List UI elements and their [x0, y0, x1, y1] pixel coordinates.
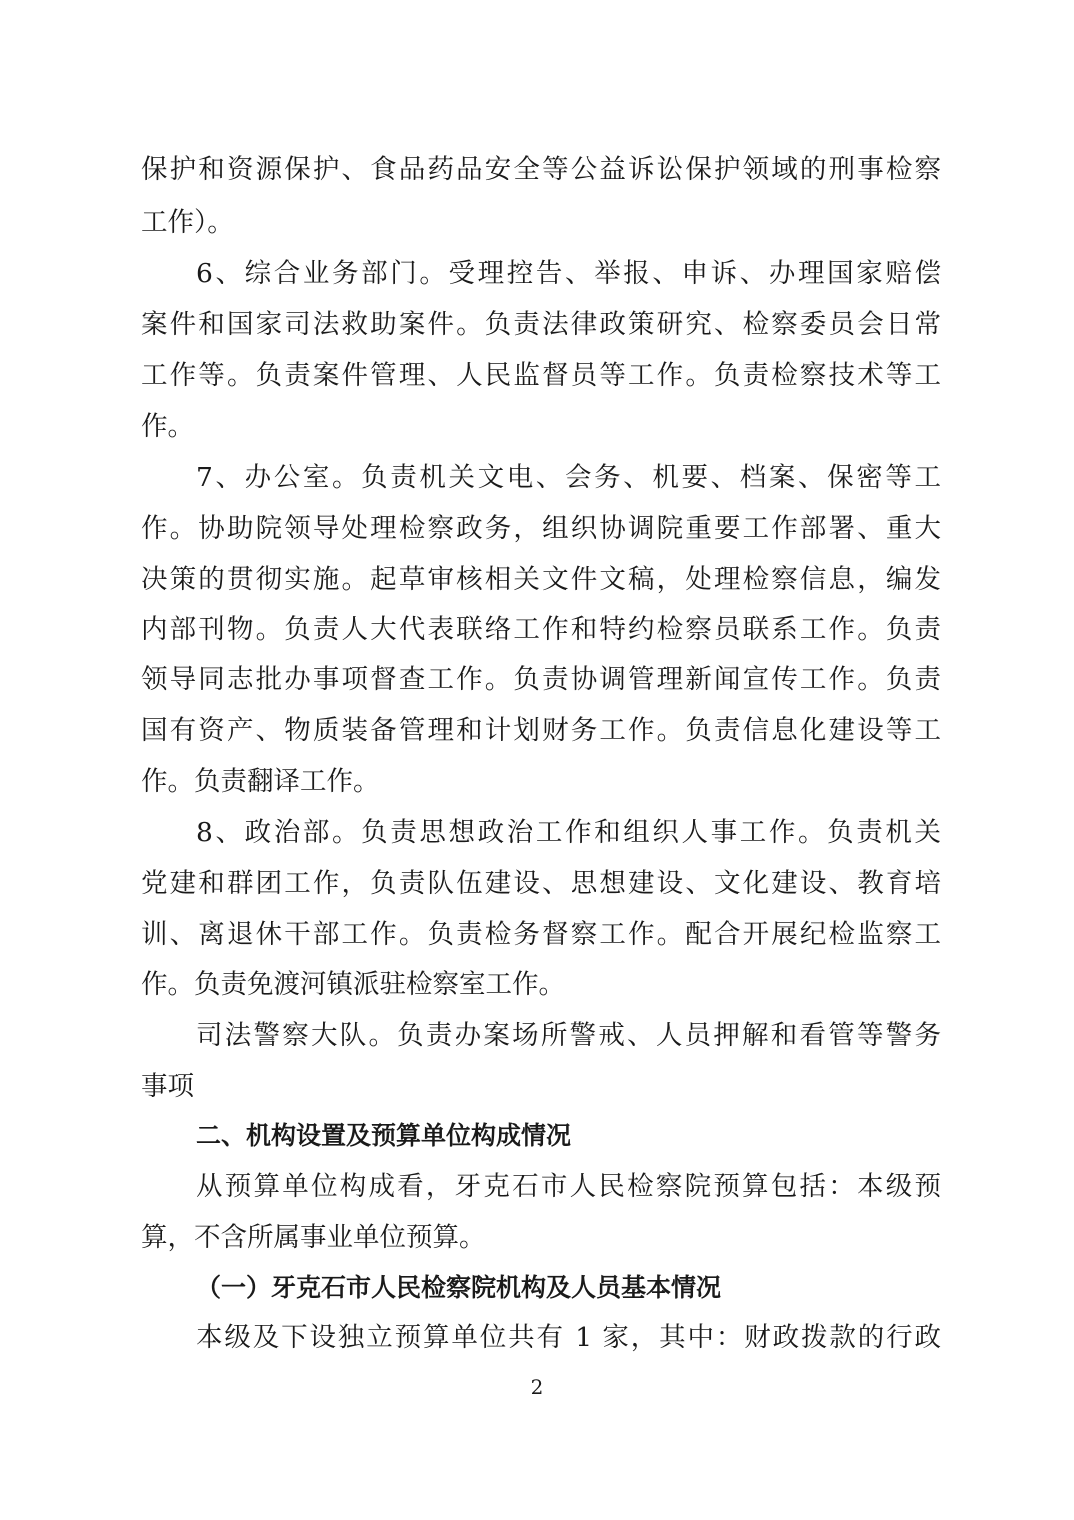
body-text-line: 决策的贯彻实施。起草审核相关文件文稿，处理检察信息，编发: [141, 564, 941, 595]
body-text-line: 工作）。: [141, 207, 234, 238]
body-text-line: 作。负责翻译工作。: [141, 766, 380, 797]
paragraph-6-start: 6、综合业务部门。受理控告、举报、申诉、办理国家赔偿: [196, 258, 941, 289]
body-text-line: 算，不含所属事业单位预算。: [141, 1222, 486, 1253]
body-text-line: 内部刊物。负责人大代表联络工作和特约检察员联系工作。负责: [141, 614, 941, 645]
paragraph-7-start: 7、办公室。负责机关文电、会务、机要、档案、保密等工: [196, 462, 941, 493]
paragraph-units-start: 本级及下设独立预算单位共有 1 家，其中：财政拨款的行政: [196, 1322, 941, 1353]
section-heading: 二、机构设置及预算单位构成情况: [196, 1121, 572, 1150]
sub-section-heading: （一）牙克石市人民检察院机构及人员基本情况: [196, 1273, 722, 1302]
body-text-line: 作。协助院领导处理检察政务，组织协调院重要工作部署、重大: [141, 513, 941, 544]
paragraph-police-start: 司法警察大队。负责办案场所警戒、人员押解和看管等警务: [196, 1020, 941, 1051]
body-text-line: 领导同志批办事项督查工作。负责协调管理新闻宣传工作。负责: [141, 664, 941, 695]
paragraph-8-start: 8、政治部。负责思想政治工作和组织人事工作。负责机关: [196, 817, 941, 848]
body-text-line: 事项: [141, 1071, 194, 1102]
body-text-line: 作。: [141, 411, 194, 442]
body-text-line: 工作等。负责案件管理、人民监督员等工作。负责检察技术等工: [141, 360, 941, 391]
body-text-line: 训、离退休干部工作。负责检务督察工作。配合开展纪检监察工: [141, 919, 941, 950]
body-text-line: 保护和资源保护、食品药品安全等公益诉讼保护领域的刑事检察: [141, 154, 941, 185]
body-text-line: 国有资产、物质装备管理和计划财务工作。负责信息化建设等工: [141, 715, 941, 746]
paragraph-budget-start: 从预算单位构成看，牙克石市人民检察院预算包括：本级预: [196, 1171, 941, 1202]
body-text-line: 案件和国家司法救助案件。负责法律政策研究、检察委员会日常: [141, 309, 941, 340]
body-text-line: 作。负责免渡河镇派驻检察室工作。: [141, 969, 565, 1000]
page-number: 2: [530, 1375, 544, 1399]
body-text-line: 党建和群团工作，负责队伍建设、思想建设、文化建设、教育培: [141, 868, 941, 899]
